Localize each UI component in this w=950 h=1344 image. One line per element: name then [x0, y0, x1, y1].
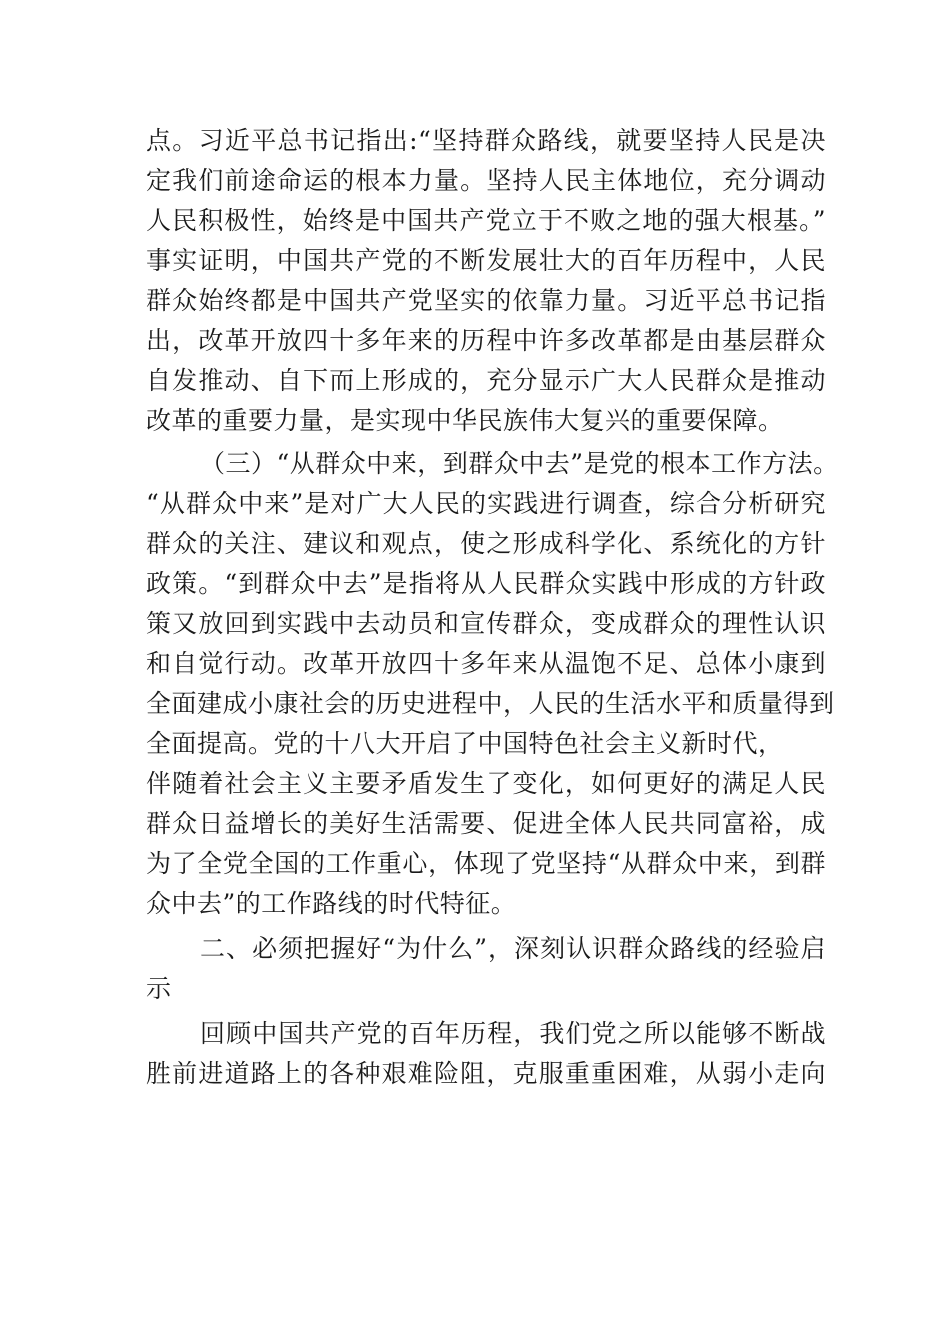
text-line: 定我们前途命运的根本力量。坚持人民主体地位，充分调动 — [146, 166, 826, 195]
text-line: 群众的关注、建议和观点，使之形成科学化、系统化的方针 — [146, 529, 826, 558]
text-line: 和自觉行动。改革开放四十多年来从温饱不足、总体小康到 — [146, 649, 826, 678]
chapter-heading-continued: 示 — [146, 974, 172, 1003]
text-line: “从群众中来”是对广大人民的实践进行调查，综合分析研究 — [146, 489, 826, 518]
text-line: 出，改革开放四十多年来的历程中许多改革都是由基层群众 — [146, 326, 826, 355]
text-line: 为了全党全国的工作重心，体现了党坚持“从群众中来，到群 — [146, 849, 826, 878]
text-line: 自发推动、自下而上形成的，充分显示广大人民群众是推动 — [146, 366, 826, 395]
text-line: 全面提高。党的十八大开启了中国特色社会主义新时代， — [146, 729, 784, 758]
text-line: 政策。“到群众中去”是指将从人民群众实践中形成的方针政 — [146, 569, 826, 598]
text-line: 群众始终都是中国共产党坚实的依靠力量。习近平总书记指 — [146, 286, 826, 315]
text-line: 群众日益增长的美好生活需要、促进全体人民共同富裕，成 — [146, 809, 826, 838]
text-line: 全面建成小康社会的历史进程中，人民的生活水平和质量得到 — [146, 689, 835, 718]
text-line: 人民积极性，始终是中国共产党立于不败之地的强大根基。” — [146, 206, 826, 235]
chapter-heading: 二、必须把握好“为什么”，深刻认识群众路线的经验启 — [200, 934, 826, 963]
text-line: 众中去”的工作路线的时代特征。 — [146, 889, 517, 918]
text-line: 胜前进道路上的各种艰难险阻，克服重重困难，从弱小走向 — [146, 1059, 826, 1088]
text-line: 策又放回到实践中去动员和宣传群众，变成群众的理性认识 — [146, 609, 826, 638]
text-line: 改革的重要力量，是实现中华民族伟大复兴的重要保障。 — [146, 406, 784, 435]
section-heading: （三）“从群众中来，到群众中去”是党的根本工作方法。 — [200, 449, 839, 478]
text-line: 点。习近平总书记指出:“坚持群众路线，就要坚持人民是决 — [146, 126, 826, 155]
text-line: 伴随着社会主义主要矛盾发生了变化，如何更好的满足人民 — [146, 769, 826, 798]
text-line: 事实证明，中国共产党的不断发展壮大的百年历程中，人民 — [146, 246, 826, 275]
text-line: 回顾中国共产党的百年历程，我们党之所以能够不断战 — [200, 1019, 826, 1048]
